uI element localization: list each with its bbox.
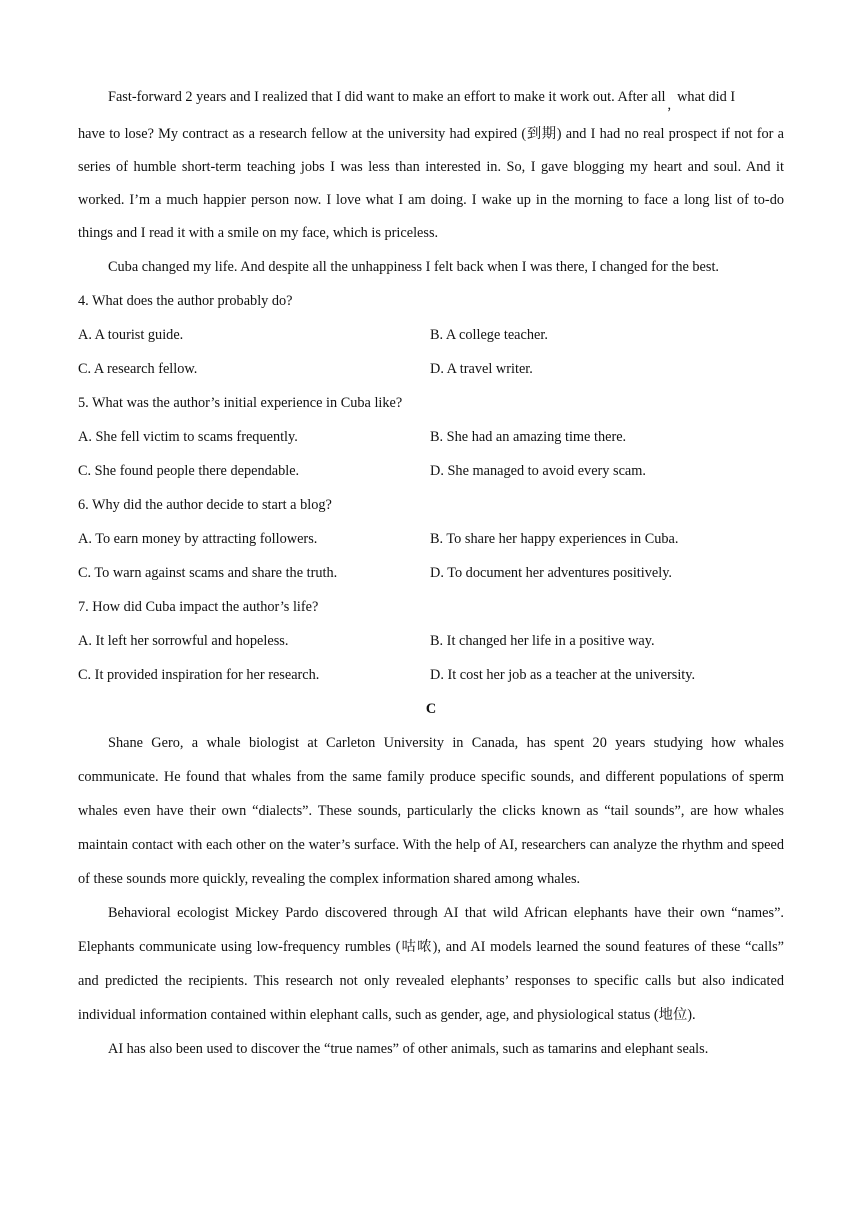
question-5 xyxy=(78,386,784,488)
question-options xyxy=(78,624,784,692)
option-a[interactable]: A. It left her sorrowful and hopeless. xyxy=(78,633,289,649)
question-4 xyxy=(78,284,784,386)
passage-b-paragraph-2: Cuba changed my life. And despite all the unhappiness I felt back when I was there, I changed for the best. xyxy=(108,259,719,275)
stray-comma: , xyxy=(667,97,672,113)
passage-c-paragraph-2: Behavioral ecologist Mickey Pardo discovered through AI that wild African elephants have their own “names”. Elephants communicate using low-frequency rumbles (咕哝), and AI models learned the sound features of these “calls” and predicted the recipients. This research not only revealed elephants’ responses to specific calls but also indicated individual information contained within elephant calls, such as gender, age, and physiological status (地位). xyxy=(78,905,784,1023)
option-a[interactable]: A. She fell victim to scams frequently. xyxy=(78,429,298,445)
option-d[interactable]: D. It cost her job as a teacher at the university. xyxy=(430,667,696,683)
question-options xyxy=(78,522,784,590)
document-content xyxy=(78,84,784,1066)
paragraph-1-rest: have to lose? My contract as a research fellow at the university had expired (到期) and I had no real prospect if not for a series of humble short-term teaching jobs I was less than interested in. So, I gave blogging my heart and soul. And it worked. I’m a much happier person now. I love what I am doing. I wake up in the morning to face a long list of to-do things and I read it with a smile on my face, which is priceless. xyxy=(78,126,784,241)
option-c[interactable]: C. To warn against scams and share the truth. xyxy=(78,565,338,581)
option-b[interactable]: B. To share her happy experiences in Cuba. xyxy=(430,531,679,547)
question-7 xyxy=(78,590,784,692)
question-stem: 6. Why did the author decide to start a blog? xyxy=(78,497,332,513)
option-c[interactable]: C. A research fellow. xyxy=(78,361,198,377)
paragraph-1-first-line: Fast-forward 2 years and I realized that I did want to make an effort to make it work out. After all , what did I xyxy=(108,89,736,113)
option-d[interactable]: D. A travel writer. xyxy=(430,361,533,377)
question-options xyxy=(78,420,784,488)
option-d[interactable]: D. To document her adventures positively. xyxy=(430,565,672,581)
option-b[interactable]: B. A college teacher. xyxy=(430,327,548,343)
passage-c-paragraph-1: Shane Gero, a whale biologist at Carleton University in Canada, has spent 20 years studying how whales communicate. He found that whales from the same family produce specific sounds, and different populations of sperm whales even have their own “dialects”. These sounds, particularly the clicks known as “tail sounds”, are how whales maintain contact with each other on the water’s surface. With the help of AI, researchers can analyze the rhythm and speed of these sounds more quickly, revealing the complex information shared among whales. xyxy=(78,735,784,887)
option-d[interactable]: D. She managed to avoid every scam. xyxy=(430,463,646,479)
option-c[interactable]: C. She found people there dependable. xyxy=(78,463,300,479)
option-a[interactable]: A. To earn money by attracting followers. xyxy=(78,531,318,547)
question-stem: 4. What does the author probably do? xyxy=(78,293,293,309)
question-options xyxy=(78,318,784,386)
option-c[interactable]: C. It provided inspiration for her research. xyxy=(78,667,320,683)
question-6 xyxy=(78,488,784,590)
option-b[interactable]: B. She had an amazing time there. xyxy=(430,429,627,445)
section-heading-c: C xyxy=(425,701,437,717)
question-stem: 7. How did Cuba impact the author’s life? xyxy=(78,599,319,615)
question-stem: 5. What was the author’s initial experience in Cuba like? xyxy=(78,395,403,411)
passage-c-paragraph-3: AI has also been used to discover the “true names” of other animals, such as tamarins and elephant seals. xyxy=(108,1041,709,1057)
passage-b-paragraph-1 xyxy=(78,84,784,250)
option-a[interactable]: A. A tourist guide. xyxy=(78,327,184,343)
option-b[interactable]: B. It changed her life in a positive way. xyxy=(430,633,655,649)
